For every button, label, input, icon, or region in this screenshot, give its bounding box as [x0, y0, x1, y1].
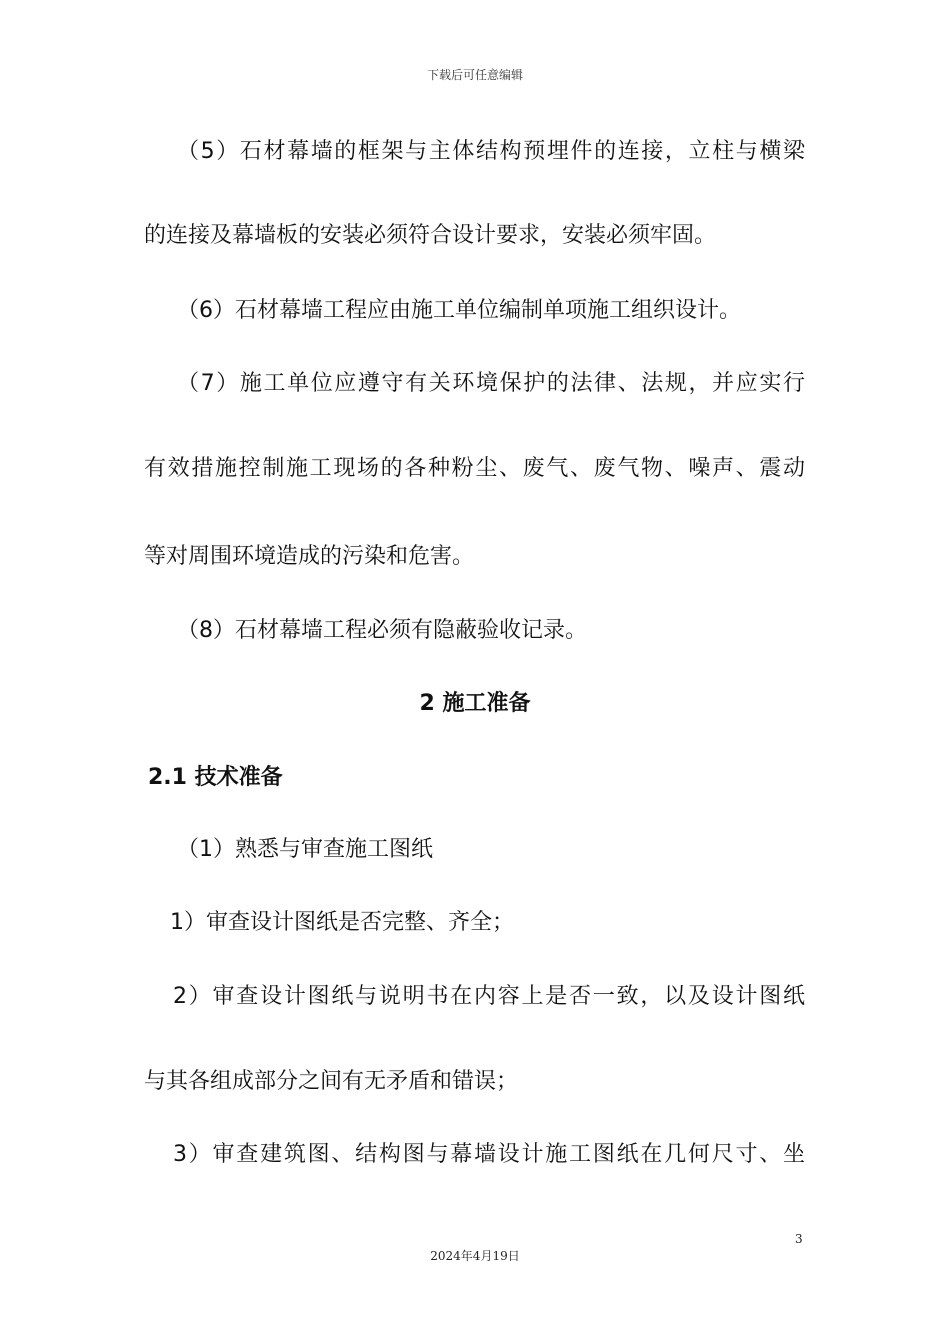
- paragraph-line: （5）石材幕墙的框架与主体结构预埋件的连接，立柱与横梁: [177, 139, 805, 164]
- subsection-heading: 2.1 技术准备: [148, 765, 283, 790]
- list-item: 1）审查设计图纸是否完整、齐全；: [170, 910, 514, 935]
- paragraph-line: （7）施工单位应遵守有关环境保护的法律、法规，并应实行: [177, 371, 805, 396]
- list-item: 2）审查设计图纸与说明书在内容上是否一致，以及设计图纸: [173, 984, 805, 1009]
- header-note: 下载后可任意编辑: [426, 68, 523, 82]
- list-item: 3）审查建筑图、结构图与幕墙设计施工图纸在几何尺寸、坐: [173, 1142, 805, 1167]
- page-number: 3: [795, 1232, 803, 1246]
- paragraph-line: （6）石材幕墙工程应由施工单位编制单项施工组织设计。: [177, 298, 741, 323]
- list-item: （1）熟悉与审查施工图纸: [177, 837, 433, 862]
- paragraph-line: （8）石材幕墙工程必须有隐蔽验收记录。: [177, 618, 587, 643]
- list-item-continuation: 与其各组成部分之间有无矛盾和错误；: [144, 1069, 519, 1094]
- footer-date: 2024年4月19日: [430, 1249, 520, 1263]
- section-heading: 2 施工准备: [419, 691, 531, 716]
- paragraph-line: 等对周围环境造成的污染和危害。: [144, 544, 475, 569]
- paragraph-line: 的连接及幕墙板的安装必须符合设计要求，安装必须牢固。: [144, 223, 717, 248]
- paragraph-line: 有效措施控制施工现场的各种粉尘、废气、废气物、噪声、震动: [144, 456, 805, 481]
